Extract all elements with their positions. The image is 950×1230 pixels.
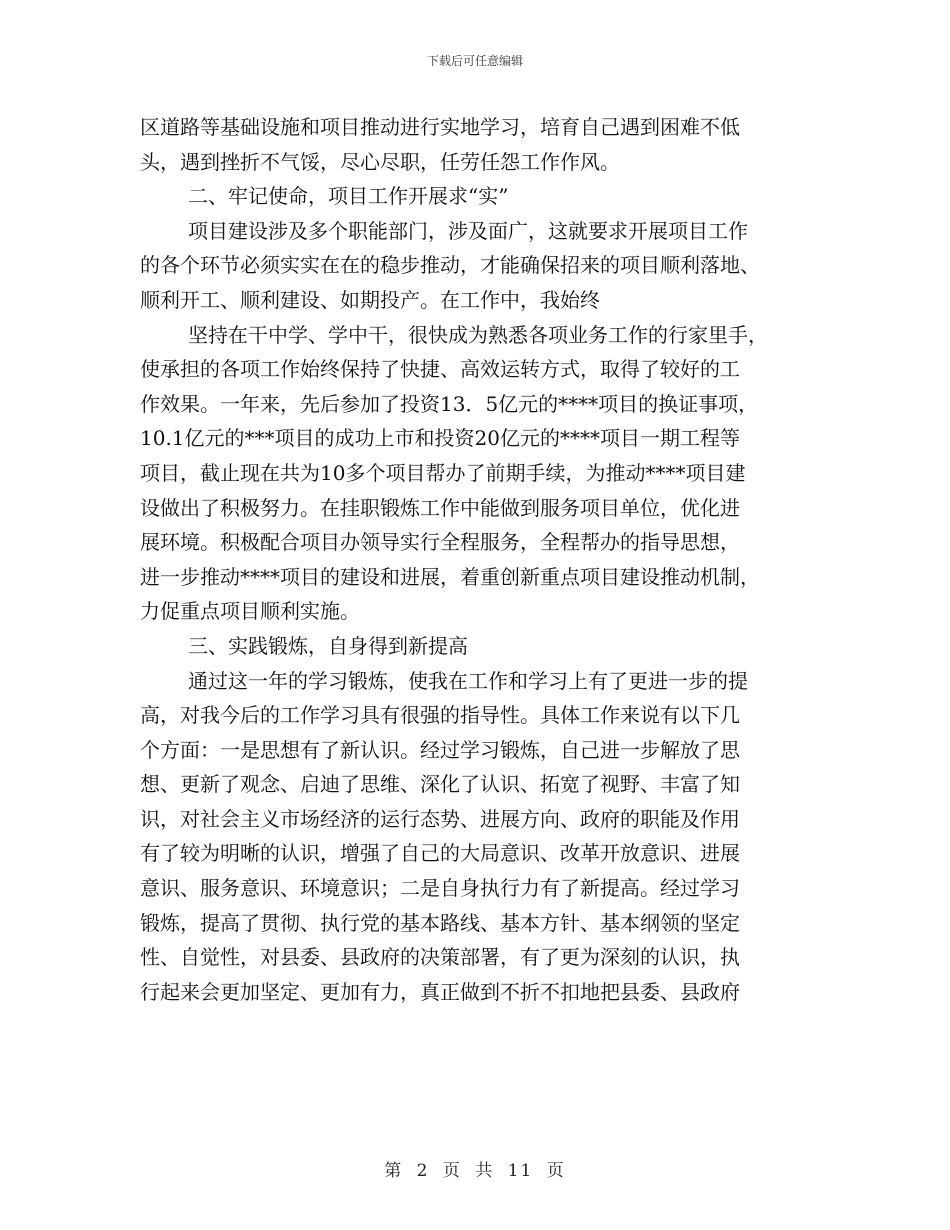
body-line: 有了较为明晰的认识，增强了自己的大局意识、改革开放意识、进展 — [140, 841, 740, 866]
body-line: 高，对我今后的工作学习具有很强的指导性。具体工作来说有以下几 — [140, 703, 740, 728]
body-line: 头，遇到挫折不气馁，尽心尽职，任劳任怨工作作风。 — [140, 149, 620, 174]
body-line: 锻炼，提高了贯彻、执行党的基本路线、基本方针、基本纲领的坚定 — [140, 910, 740, 935]
body-line: 性、自觉性，对县委、县政府的决策部署，有了更为深刻的认识，执 — [140, 945, 740, 970]
body-line: 顺利开工、顺利建设、如期投产。在工作中，我始终 — [140, 287, 600, 312]
body-line: 个方面：一是思想有了新认识。经过学习锻炼，自己进一步解放了思 — [140, 737, 740, 762]
body-line: 三、实践锻炼，自身得到新提高 — [188, 633, 468, 658]
body-line: 坚持在干中学、学中干，很快成为熟悉各项业务工作的行家里手， — [188, 322, 768, 347]
body-line: 项目，截止现在共为10多个项目帮办了前期手续，为推动****项目建 — [140, 460, 746, 485]
body-line: 通过这一年的学习锻炼，使我在工作和学习上有了更进一步的提 — [188, 668, 748, 693]
body-line: 项目建设涉及多个职能部门，涉及面广，这就要求开展项目工作 — [188, 218, 748, 243]
body-line: 力促重点项目顺利实施。 — [140, 599, 360, 624]
body-line: 使承担的各项工作始终保持了快捷、高效运转方式，取得了较好的工 — [140, 357, 740, 382]
body-line: 想、更新了观念、启迪了思维、深化了认识、拓宽了视野、丰富了知 — [140, 772, 740, 797]
body-line: 作效果。一年来，先后参加了投资13．5亿元的****项目的换证事项， — [140, 391, 759, 416]
body-line: 展环境。积极配合项目办领导实行全程服务，全程帮办的指导思想， — [140, 530, 740, 555]
body-line: 识，对社会主义市场经济的运行态势、进展方向、政府的职能及作用 — [140, 806, 740, 831]
body-line: 意识、服务意识、环境意识；二是自身执行力有了新提高。经过学习 — [140, 876, 740, 901]
body-line: 的各个环节必须实实在在的稳步推动，才能确保招来的项目顺利落地、 — [140, 253, 760, 278]
body-line: 二、牢记使命，项目工作开展求“实” — [188, 184, 509, 209]
body-line: 区道路等基础设施和项目推动进行实地学习，培育自己遇到困难不低 — [140, 115, 740, 139]
page-footer: 第 2 页 共 11 页 — [384, 1161, 566, 1181]
document-body — [140, 110, 820, 1009]
body-line: 进一步推动****项目的建设和进展，着重创新重点项目建设推动机制， — [140, 564, 760, 589]
body-line: 设做出了积极努力。在挂职锻炼工作中能做到服务项目单位，优化进 — [140, 495, 740, 520]
body-line: 行起来会更加坚定、更加有力，真正做到不折不扣地把县委、县政府 — [140, 979, 740, 1004]
body-line: 10.1亿元的***项目的成功上市和投资20亿元的****项目一期工程等 — [140, 426, 740, 451]
page-header-note: 下载后可任意编辑 — [426, 54, 523, 68]
